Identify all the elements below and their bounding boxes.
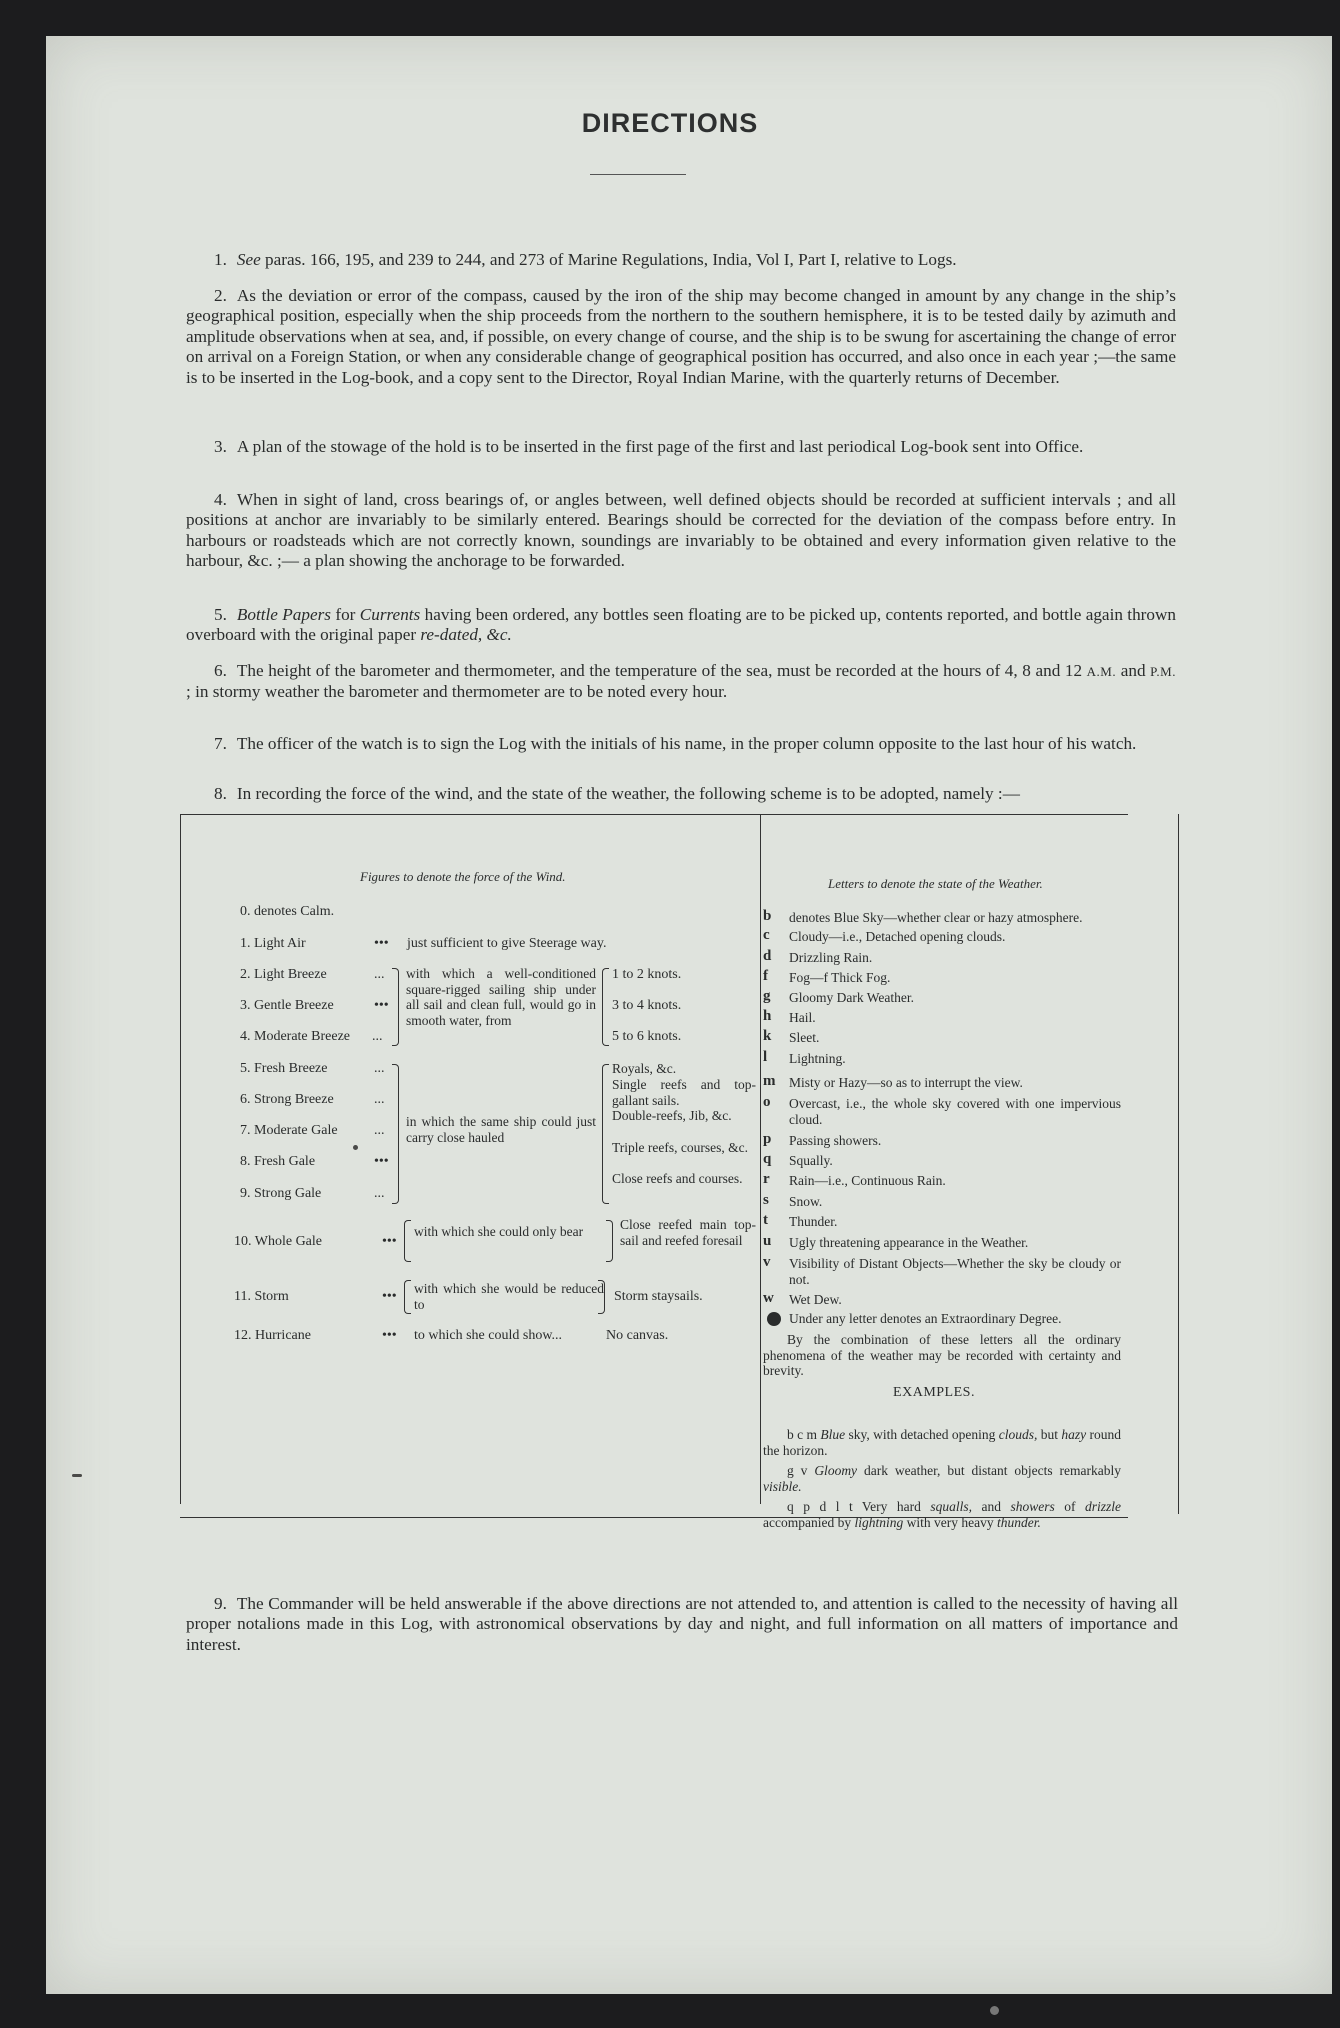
brace [392, 968, 399, 1046]
weather-letter: q [763, 1151, 772, 1167]
paragraph-7: 7. The officer of the watch is to sign the Log with the initials of his name, in the proper column opposite to the last hour of his watch. [214, 734, 1137, 753]
weather-code-text: Overcast, i.e., the whole sky covered with one impervious cloud. [789, 1096, 1121, 1127]
wind-force-3: 3. Gentle Breeze [240, 998, 334, 1013]
weather-letter: s [763, 1192, 769, 1208]
weather-code-text: Sleet. [789, 1030, 820, 1045]
knots-3: 3 to 4 knots. [612, 998, 682, 1013]
weather-letter: v [763, 1254, 771, 1270]
paragraph-3: 3. A plan of the stowage of the hold is to be inserted in the first page of the first and last periodical Log-book sent into Office. [214, 437, 1084, 456]
storm-desc: with which she would be reduced to [414, 1281, 604, 1312]
dots: ••• [374, 1154, 389, 1169]
brace [404, 1280, 411, 1314]
dots: ... [372, 1029, 383, 1044]
weather-code-text: Squally. [789, 1153, 833, 1168]
combination-note: By the combination of these letters all the ordinary phenomena of the weather may be recorded with certainty and brevity. [763, 1332, 1121, 1378]
whole-gale-desc: with which she could only bear [414, 1224, 584, 1239]
paper-mark [353, 1145, 358, 1150]
brace [602, 968, 609, 1046]
dots: ••• [382, 1328, 397, 1343]
paragraph-2: 2. As the deviation or error of the compass, caused by the iron of the ship may become changed in amount by any change in the ship’s geographical position, especially when the ship proceeds from the northern to the southern hemisphere, it is to be tested daily by azimuth and amplitude observations when at sea, and, if possible, on every change of course, and the ship is to be swung for ascertaining the change of error on arrival on a Foreign Station, or when any considerable change of geographical position has occurred, and also once in each year ;—the same is to be inserted in the Log-book, and a copy sent to the Director, Royal Indian Marine, with the quarterly returns of December. [186, 286, 1176, 387]
brace [606, 1220, 613, 1262]
wind-force-9: 9. Strong Gale [240, 1186, 322, 1201]
wind-column-header: Figures to denote the force of the Wind. [360, 869, 566, 884]
weather-code-text: Gloomy Dark Weather. [789, 990, 915, 1005]
weather-letter: u [763, 1233, 772, 1249]
light-air-desc: just sufficient to give Steerage way. [407, 936, 607, 951]
weather-letter: o [763, 1094, 771, 1110]
page-title: DIRECTIONS [581, 108, 759, 138]
weather-letter: d [763, 948, 772, 964]
wind-force-6: 6. Strong Breeze [240, 1092, 334, 1107]
example-1: b c m Blue sky, with detached opening clouds, but hazy round the horizon. [763, 1427, 1121, 1458]
dots: ... [374, 1061, 385, 1076]
wind-force-0: 0. denotes Calm. [240, 904, 335, 919]
paper-mark [990, 2006, 999, 2015]
group-5-9-desc: in which the same ship could just carry close hauled [406, 1114, 596, 1145]
weather-code-text: Fog—f Thick Fog. [789, 970, 891, 985]
paragraph-6: 6. The height of the barometer and thermometer, and the temperature of the sea, must be recorded at the hours of 4, 8 and 12 A.M. and P.M. ; in stormy weather the barometer and thermometer are to be noted every hour. [186, 661, 1176, 702]
weather-column-header: Letters to denote the state of the Weather. [828, 876, 1043, 891]
knots-2: 1 to 2 knots. [612, 967, 682, 982]
examples-header: EXAMPLES. [893, 1385, 975, 1400]
wind-force-11: 11. Storm [234, 1289, 289, 1304]
dots: ••• [374, 998, 389, 1013]
title-divider [590, 174, 686, 175]
wind-force-12: 12. Hurricane [234, 1328, 311, 1343]
weather-letter: f [763, 968, 768, 984]
wind-force-7: 7. Moderate Gale [240, 1123, 338, 1138]
weather-code-text: Visibility of Distant Objects—Whether the sky be cloudy or not. [789, 1256, 1121, 1287]
wind-force-2: 2. Light Breeze [240, 967, 327, 982]
brace [602, 1064, 609, 1204]
sails-7: Double-reefs, Jib, &c. [612, 1108, 732, 1123]
weather-letter: p [763, 1131, 772, 1147]
example-3: q p d l t Very hard squalls, and showers of drizzle accompanied by lightning with very heavy thunder. [763, 1499, 1121, 1530]
extraordinary-dot-icon [767, 1312, 781, 1326]
weather-code-text: denotes Blue Sky—whether clear or hazy atmosphere. [789, 910, 1083, 925]
paper-mark [72, 1474, 82, 1477]
sails-6: Single reefs and top-gallant sails. [612, 1077, 756, 1108]
group-2-4-desc: with which a well-conditioned square-rigged sailing ship under all sail and clean full, would go in smooth water, from [406, 966, 596, 1028]
dots: ... [374, 1186, 385, 1201]
table-left-rule [180, 814, 181, 1504]
dots: ... [374, 967, 385, 982]
wind-force-8: 8. Fresh Gale [240, 1154, 316, 1169]
storm-sails: Storm staysails. [614, 1289, 703, 1304]
weather-code-text: Ugly threatening appearance in the Weather. [789, 1235, 1029, 1250]
weather-letter: t [763, 1212, 768, 1228]
weather-letter: w [763, 1290, 774, 1306]
paragraph-9: 9. The Commander will be held answerable if the above directions are not attended to, and attention is called to the necessity of having all proper notalions made in this Log, with astronomical observations by day and night, and full information on all matters of importance and interest. [186, 1594, 1178, 1654]
hurricane-sails: No canvas. [606, 1328, 669, 1343]
weather-code-text: Snow. [789, 1194, 823, 1209]
weather-letter: c [763, 927, 770, 943]
paragraph-4: 4. When in sight of land, cross bearings of, or angles between, well defined objects should be recorded at sufficient intervals ; and all positions at anchor are invariably to be similarly entered. Bearings should be corrected for the deviation of the compass before entry. In harbours or roadsteads which are not correctly known, soundings are invariably to be obtained and every information given relative to the harbour, &c. ;— a plan showing the anchorage to be forwarded. [186, 490, 1176, 571]
hurricane-desc: to which she could show... [414, 1328, 563, 1343]
dots: ... [374, 1123, 385, 1138]
weather-code-text: Hail. [789, 1010, 816, 1025]
paragraph-1: 1. See paras. 166, 195, and 239 to 244, and 273 of Marine Regulations, India, Vol I, Part I, relative to Logs. [214, 250, 957, 269]
example-2: g v Gloomy dark weather, but distant objects remarkably visible. [763, 1463, 1121, 1494]
brace [392, 1064, 399, 1204]
sails-8: Triple reefs, courses, &c. [612, 1140, 748, 1155]
sails-5: Royals, &c. [612, 1061, 677, 1076]
weather-letter: h [763, 1008, 772, 1024]
weather-code-text: Rain—i.e., Continuous Rain. [789, 1173, 946, 1188]
wind-force-5: 5. Fresh Breeze [240, 1061, 328, 1076]
weather-letter: r [763, 1171, 770, 1187]
weather-code-text: Passing showers. [789, 1133, 882, 1148]
table-right-rule [1178, 814, 1179, 1514]
weather-code-text: Lightning. [789, 1051, 846, 1066]
weather-code-text: Thunder. [789, 1214, 838, 1229]
dots: ••• [382, 1234, 397, 1249]
weather-code-text: Misty or Hazy—so as to interrupt the view. [789, 1075, 1023, 1090]
weather-letter: g [763, 988, 771, 1004]
sails-9: Close reefs and courses. [612, 1171, 743, 1186]
paragraph-8: 8. In recording the force of the wind, and the state of the weather, the following scheme is to be adopted, namely :— [214, 784, 1020, 803]
paragraph-5: 5. Bottle Papers for Currents having been ordered, any bottles seen floating are to be picked up, contents reported, and bottle again thrown overboard with the original paper re-dated, &c. [186, 605, 1176, 645]
whole-gale-sails: Close reefed main top-sail and reefed foresail [620, 1217, 756, 1248]
weather-letter: k [763, 1028, 772, 1044]
dots: ••• [374, 936, 389, 951]
wind-force-1: 1. Light Air [240, 936, 306, 951]
brace [404, 1220, 411, 1262]
extraordinary-text: Under any letter denotes an Extraordinary Degree. [789, 1311, 1062, 1326]
weather-letter: b [763, 908, 772, 924]
dots: ••• [382, 1289, 397, 1304]
wind-force-4: 4. Moderate Breeze [240, 1029, 350, 1044]
weather-code-text: Wet Dew. [789, 1292, 842, 1307]
brace [598, 1280, 605, 1314]
weather-code-text: Drizzling Rain. [789, 950, 873, 965]
weather-letter: l [763, 1049, 768, 1065]
weather-code-text: Cloudy—i.e., Detached opening clouds. [789, 929, 1006, 944]
dots: ... [374, 1092, 385, 1107]
wind-force-10: 10. Whole Gale [234, 1234, 322, 1249]
knots-4: 5 to 6 knots. [612, 1029, 682, 1044]
weather-letter: m [763, 1073, 776, 1089]
